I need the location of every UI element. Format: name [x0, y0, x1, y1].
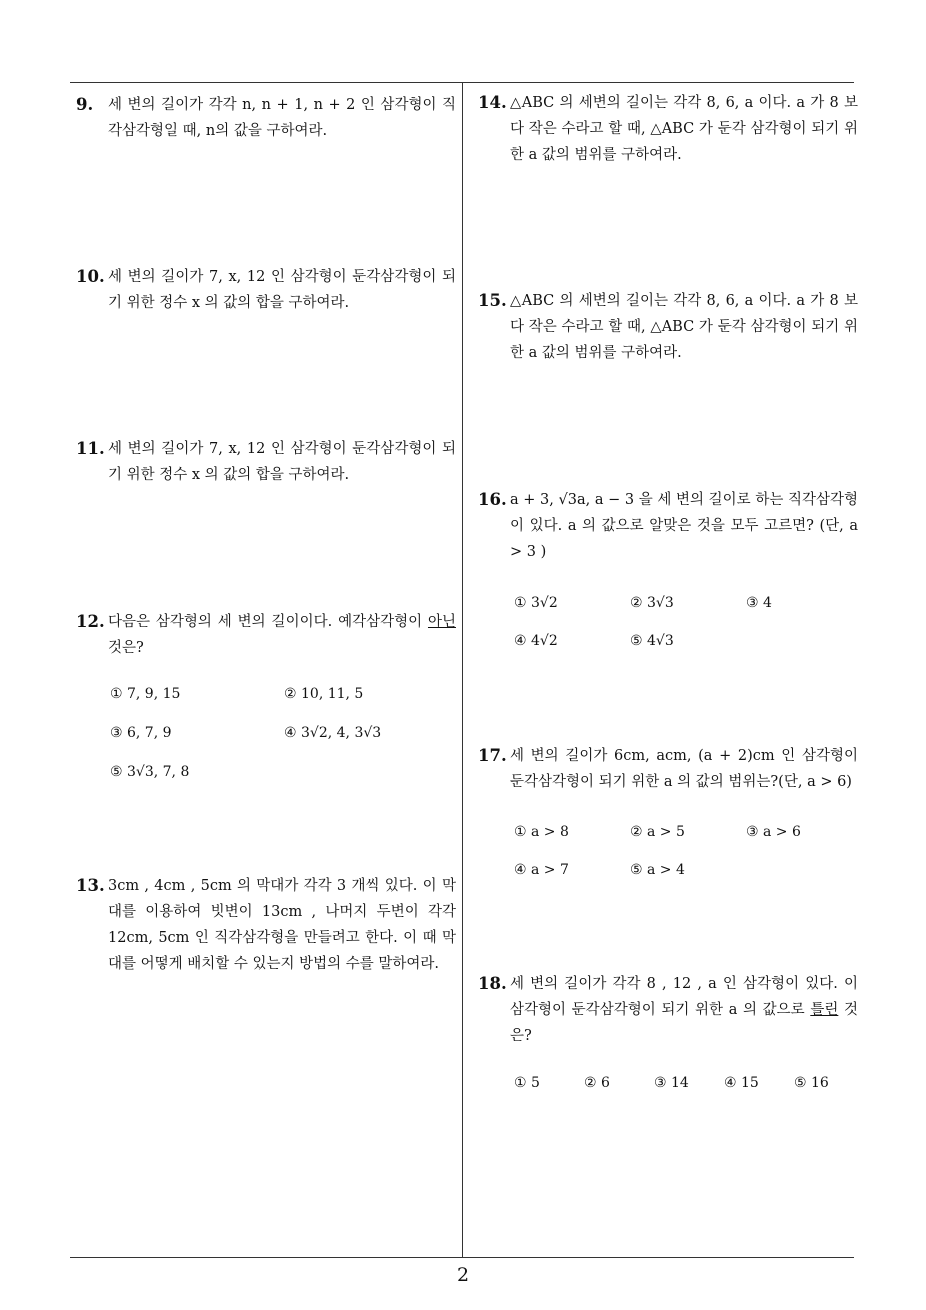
question-11: [76, 436, 456, 488]
q18-choice-4[interactable]: ④ 15: [724, 1075, 759, 1091]
q16-choice-1[interactable]: ① 3√2: [514, 595, 558, 611]
question-text: 세 변의 길이가 7, x, 12 인 삼각형이 둔각삼각형이 되기 위한 정수 x 의 값의 합을 구하여라.: [108, 441, 456, 483]
underlined-word: 아닌: [427, 614, 456, 630]
question-number: 12.: [76, 612, 105, 631]
question-number: 13.: [76, 876, 105, 895]
bottom-rule: [70, 1257, 854, 1258]
question-10: [76, 264, 456, 316]
question-9: [76, 92, 456, 144]
q16-choice-5[interactable]: ⑤ 4√3: [630, 633, 674, 649]
question-number: 18.: [478, 974, 507, 993]
question-text: a + 3, √3a, a − 3 을 세 변의 길이로 하는 직각삼각형이 있다. a 의 값으로 알맞은 것을 모두 고르면? (단, a > 3 ): [510, 492, 858, 560]
question-15: [478, 288, 858, 366]
q12-choice-5[interactable]: ⑤ 3√3, 7, 8: [110, 764, 190, 780]
q16-choice-4[interactable]: ④ 4√2: [514, 633, 558, 649]
question-number: 15.: [478, 291, 507, 310]
q12-choice-3[interactable]: ③ 6, 7, 9: [110, 725, 172, 741]
question-18: [478, 971, 858, 1049]
question-text: 다음은 삼각형의 세 변의 길이이다. 예각삼각형이 아닌 것은?: [108, 614, 456, 656]
question-13: [76, 873, 456, 977]
q16-choice-2[interactable]: ② 3√3: [630, 595, 674, 611]
q12-choice-2[interactable]: ② 10, 11, 5: [284, 686, 364, 702]
question-14: [478, 90, 858, 168]
q17-choice-1[interactable]: ① a > 8: [514, 824, 569, 840]
question-text: 세 변의 길이가 6cm, acm, (a + 2)cm 인 삼각형이 둔각삼각형이 되기 위한 a 의 값의 범위는?(단, a > 6): [510, 748, 858, 790]
question-16: [478, 487, 858, 565]
q17-choice-2[interactable]: ② a > 5: [630, 824, 685, 840]
question-number: 16.: [478, 490, 507, 509]
q17-choice-4[interactable]: ④ a > 7: [514, 862, 569, 878]
question-number: 11.: [76, 439, 105, 458]
q17-choice-5[interactable]: ⑤ a > 4: [630, 862, 685, 878]
q17-choice-3[interactable]: ③ a > 6: [746, 824, 801, 840]
q18-choice-2[interactable]: ② 6: [584, 1075, 610, 1091]
question-number: 10.: [76, 267, 105, 286]
page-number: 2: [456, 1264, 470, 1286]
question-text: 세 변의 길이가 각각 n, n + 1, n + 2 인 삼각형이 직각삼각형일 때, n의 값을 구하여라.: [108, 97, 456, 139]
underlined-word: 틀린: [810, 1002, 839, 1018]
question-number: 17.: [478, 746, 507, 765]
question-text: △ABC 의 세변의 길이는 각각 8, 6, a 이다. a 가 8 보다 작은 수라고 할 때, △ABC 가 둔각 삼각형이 되기 위한 a 값의 범위를 구하여라.: [510, 293, 858, 361]
q18-choice-3[interactable]: ③ 14: [654, 1075, 689, 1091]
question-number: 9.: [76, 95, 94, 114]
q12-choice-4[interactable]: ④ 3√2, 4, 3√3: [284, 725, 382, 741]
q12-choice-1[interactable]: ① 7, 9, 15: [110, 686, 181, 702]
question-number: 14.: [478, 93, 507, 112]
question-text: 세 변의 길이가 각각 8 , 12 , a 인 삼각형이 있다. 이 삼각형이 둔각삼각형이 되기 위한 a 의 값으로 틀린 것은?: [510, 976, 858, 1044]
question-17: [478, 743, 858, 795]
question-text: △ABC 의 세변의 길이는 각각 8, 6, a 이다. a 가 8 보다 작은 수라고 할 때, △ABC 가 둔각 삼각형이 되기 위한 a 값의 범위를 구하여라.: [510, 95, 858, 163]
question-text: 세 변의 길이가 7, x, 12 인 삼각형이 둔각삼각형이 되기 위한 정수 x 의 값의 합을 구하여라.: [108, 269, 456, 311]
question-text: 3cm , 4cm , 5cm 의 막대가 각각 3 개씩 있다. 이 막대를 이용하여 빗변이 13cm , 나머지 두변이 각각 12cm, 5cm 인 직각삼각형을 만들려고 한다. 이 때 막대를 어떻게 배치할 수 있는지 방법의 수를 말하여라.: [108, 878, 456, 972]
q18-choice-5[interactable]: ⑤ 16: [794, 1075, 829, 1091]
q16-choice-3[interactable]: ③ 4: [746, 595, 772, 611]
question-12: [76, 609, 456, 661]
q18-choice-1[interactable]: ① 5: [514, 1075, 540, 1091]
column-divider: [462, 82, 463, 1257]
